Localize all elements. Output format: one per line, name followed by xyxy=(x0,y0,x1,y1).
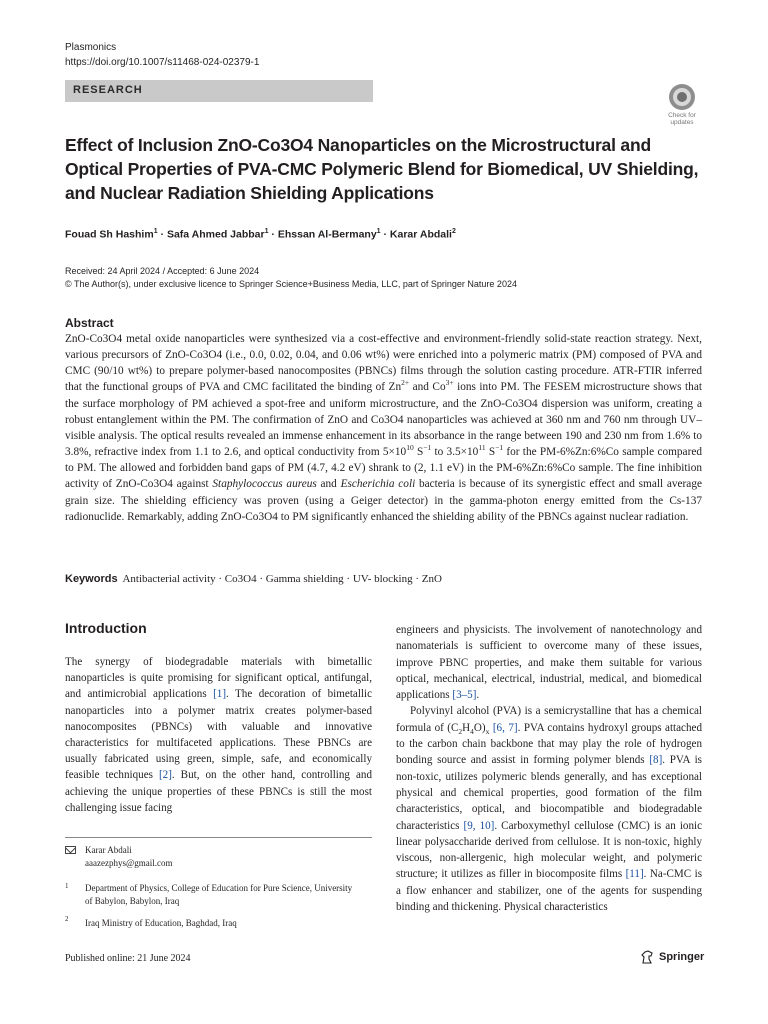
publisher-logo xyxy=(640,950,704,964)
author-affiliation-mark: 1 xyxy=(376,228,381,235)
citation-link[interactable]: [2] xyxy=(158,769,172,782)
keywords xyxy=(65,573,705,585)
journal-name: Plasmonics xyxy=(65,42,117,53)
article-history xyxy=(65,265,705,291)
abstract-body: ZnO-Co3O4 metal oxide nanoparticles were synthesized via a cost-effective and environment-friendly solid-state reaction strategy. Next, various precursors of ZnO-Co3O4 (i.e., 0.0, 0.02, 0.04, and 0.06 wt%) were enriched into a polymeric matrix (PM) composed of PVA and CMC (90/10 wt%) to prepare polymer-based nanocomposites (PBNCs) films through the solution casting procedure. ATR-FTIR inferred that the functional groups of PVA and CMC facilitated the binding of $Zn^{2+}$ and $Co^{3+}$ ions into PM. The FESEM microstructure shows that the surface morphology of PM achieved a spot-free and uniform microstructure, and the ZnO-Co3O4 dispersion was uniform, creating a robust entanglement within the PM. The confirmation of ZnO and Co3O4 nanoparticles was achieved at 360 nm and 760 nm through UV–visible analysis. The optical results revealed an immense enhancement in its absorbance in the range between 190 and 230 nm from 1.6% to 3.8%, refractive index from 1.1 to 2.6, and optical conductivity from $5\times 10^{10}$ $S^{-1}$ to $3.5\times 10^{11}$ $S^{-1}$ for the PM-6%Zn:6%Co sample compared to PM. The allowed and forbidden band gaps of PM (4.7, 4.2 eV) shrank to (2, 1.1 eV) in the PM-6%Zn:6%Co sample. The fine inhibition activity of ZnO-Co3O4 against Staphylococcus aureus and Escherichia coli bacteria is because of its synergistic effect and small average grain size. The shielding efficiency was proven (using a Geiger detector) in the gamma-photon energy emitted from the Cs-137 radionuclide. Remarkably, adding ZnO-Co3O4 to PM significantly enhanced the shielding ability of the PBNCs against nuclear radiation. xyxy=(65,333,702,523)
article-type-label: RESEARCH xyxy=(73,84,143,96)
springer-horse-icon xyxy=(640,950,654,964)
footnote-divider xyxy=(65,837,372,838)
crossmark-label-1: Check for xyxy=(668,112,696,119)
author-list xyxy=(65,228,705,241)
citation-link[interactable]: [1] xyxy=(213,688,227,701)
copyright-notice: © The Author(s), under exclusive licence to Springer Science+Business Media, LLC, part of Springer Nature 2024 xyxy=(65,279,517,289)
introduction-right-column xyxy=(396,622,702,915)
journal-header xyxy=(65,40,259,70)
introduction-left-column: The synergy of biodegradable materials with bimetallic nanoparticles is quite promising for significant optical, antifungal, and antimicrobial applications [1]. The decoration of bimetallic nanoparticles into a polymer matrix creates polymer-based nanocomposites (PBNCs) with valuable and innovative characteristics for multifaceted applications. These PBNCs are usually fabricated using green, simple, safe, and economically feasible techniques [2]. But, on the other hand, controlling and achieving the unique properties of these PBNCs is still the most challenging issue facing xyxy=(65,656,372,814)
affiliation-1: Department of Physics, College of Education for Pure Science, University of Babylon, Babylon, Iraq xyxy=(85,883,353,906)
corresponding-author-name: Karar Abdali xyxy=(85,845,132,855)
publisher-name: Springer xyxy=(659,951,705,963)
keywords-heading: Keywords xyxy=(65,573,118,585)
paragraph: engineers and physicists. The involvement of nanotechnology and nanomaterials is sufficient to overcome many of these issues, improve PBNC properties, and make them suitable for various optical, mechanical, electrical, industrial, medical, and biomedical applications [3–5]. xyxy=(396,624,702,702)
citation-link[interactable]: [11] xyxy=(625,868,644,881)
corresponding-author-email[interactable]: aaazezphys@gmail.com xyxy=(85,858,173,868)
author-name[interactable]: Safa Ahmed Jabbar xyxy=(166,228,265,241)
author-name[interactable]: Karar Abdali xyxy=(389,228,452,241)
published-date: Published online: 21 June 2024 xyxy=(65,953,191,964)
abstract-heading: Abstract xyxy=(65,316,114,330)
citation-link[interactable]: [8] xyxy=(649,754,663,767)
author-affiliation-mark: 1 xyxy=(264,228,269,235)
affiliation-number: 2 xyxy=(65,915,69,923)
author-affiliation-mark: 2 xyxy=(451,228,456,235)
author-separator: · xyxy=(157,228,167,241)
author-separator: · xyxy=(380,228,390,241)
author-name[interactable]: Fouad Sh Hashim xyxy=(65,228,154,241)
citation-link[interactable]: [9, 10] xyxy=(463,819,495,832)
introduction-heading: Introduction xyxy=(65,620,147,636)
paragraph: Polyvinyl alcohol (PVA) is a semicrystalline that has a chemical formula of $(C_2H_4O)_x$ [6, 7]. PVA contains hydroxyl groups attached to the carbon chain backbone that may play the role of hydrogen bonding source and assist in forming polymer blends [8]. PVA is non-toxic, utilizes polymeric blends generally, and has exceptional physical and chemical properties, good formation of the film characteristics, optical, and biocompatible and biodegradable characteristics [9, 10]. Carboxymethyl cellulose (CMC) is an ionic linear polysaccharide derived from cellulose. It is non-toxic, highly viscous, non-allergenic, high molecular weight, and polymeric structure; it utilizes as filler in biocomposite films [11]. Na-CMC is a flow enhancer and stabilizer, one of the agents for suspending binding and thickening. Physical characteristics xyxy=(396,705,703,914)
crossmark-badge[interactable] xyxy=(664,84,700,126)
affiliation-number: 1 xyxy=(65,882,69,890)
citation-link[interactable]: [3–5] xyxy=(452,689,477,702)
received-accepted-dates: Received: 24 April 2024 / Accepted: 6 June 2024 xyxy=(65,266,260,276)
author-separator: · xyxy=(268,228,278,241)
doi-link[interactable]: https://doi.org/10.1007/s11468-024-02379-1 xyxy=(65,57,260,68)
article-title: Effect of Inclusion ZnO-Co3O4 Nanoparticles on the Microstructural and Optical Properties of PVA-CMC Polymeric Blend for Biomedical, UV Shielding, and Nuclear Radiation Shielding Applications xyxy=(65,135,699,203)
envelope-icon xyxy=(65,846,76,854)
author-affiliation-mark: 1 xyxy=(153,228,158,235)
keywords-list: Antibacterial activity · Co3O4 · Gamma shielding · UV- blocking · ZnO xyxy=(122,573,442,585)
crossmark-icon xyxy=(669,84,695,110)
crossmark-label-2: updates xyxy=(670,119,694,126)
affiliation-2: Iraq Ministry of Education, Baghdad, Iraq xyxy=(85,918,237,928)
citation-link[interactable]: [6, 7] xyxy=(492,721,518,734)
author-name[interactable]: Ehssan Al-Bermany xyxy=(277,228,377,241)
